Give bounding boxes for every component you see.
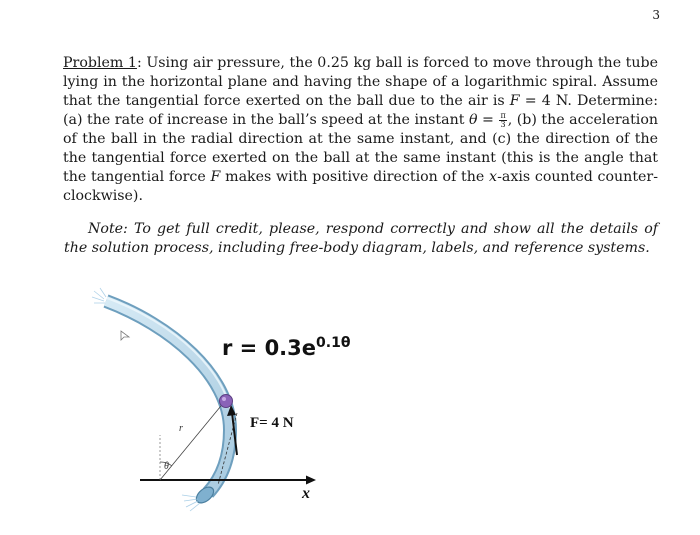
radius-line: [160, 401, 225, 480]
x-axis-label: x: [302, 485, 310, 502]
page-number: 3: [652, 8, 660, 22]
var-theta: θ: [468, 112, 478, 128]
problem-text-1: : Using air pressure, the 0.25 kg ball is forced to move through the tube lying in the horizontal plane and having the shape of a logarithmic spiral. Assume that the tangential force exerted on the ball due to the air is: [63, 55, 658, 109]
air-spray-top-icon: [92, 288, 106, 303]
fraction-pi-over-3: [499, 112, 506, 129]
force-label: F= 4 N: [250, 415, 294, 431]
equation-exponent: 0.1θ: [316, 335, 351, 351]
fraction-denominator: 3: [500, 119, 506, 129]
ball: [220, 395, 233, 408]
x-axis-arrowhead: [306, 476, 316, 485]
spiral-tube-figure: [80, 285, 420, 525]
var-x: x: [489, 169, 498, 185]
problem-text-3: =: [477, 112, 499, 128]
var-f-2: F: [210, 169, 221, 185]
tube-highlight: [107, 298, 233, 428]
ball-highlight: [222, 397, 226, 401]
note: Note: To get full credit, please, respond correctly and show all the details of the solution process, including free-body diagram, labels, and reference systems.: [64, 221, 658, 256]
theta-label: θ: [164, 461, 169, 472]
var-f: F: [509, 93, 520, 109]
problem-statement: [63, 54, 658, 206]
figure-drawing: [80, 285, 420, 525]
radius-label: r: [179, 423, 183, 434]
problem-text-4: , (b) the acceleration of the ball in the radial direction at the same instant, and (c) the direction of the the tangential force exerted on the ball at the same instant (this is the angle that the tangential force: [63, 112, 658, 185]
problem-heading: Problem 1: [63, 55, 137, 71]
problem-text-2: = 4 N. Determine: (a) the rate of increase in the ball’s speed at the instant: [63, 93, 658, 128]
problem-text-5: makes with positive direction of the: [220, 169, 490, 185]
fraction-numerator: π: [500, 110, 506, 120]
problem-text-6: -axis counted counter-clockwise).: [63, 169, 658, 204]
equation-base: r = 0.3e: [222, 336, 317, 360]
spiral-equation: [222, 335, 350, 360]
cursor-icon: [121, 331, 129, 340]
